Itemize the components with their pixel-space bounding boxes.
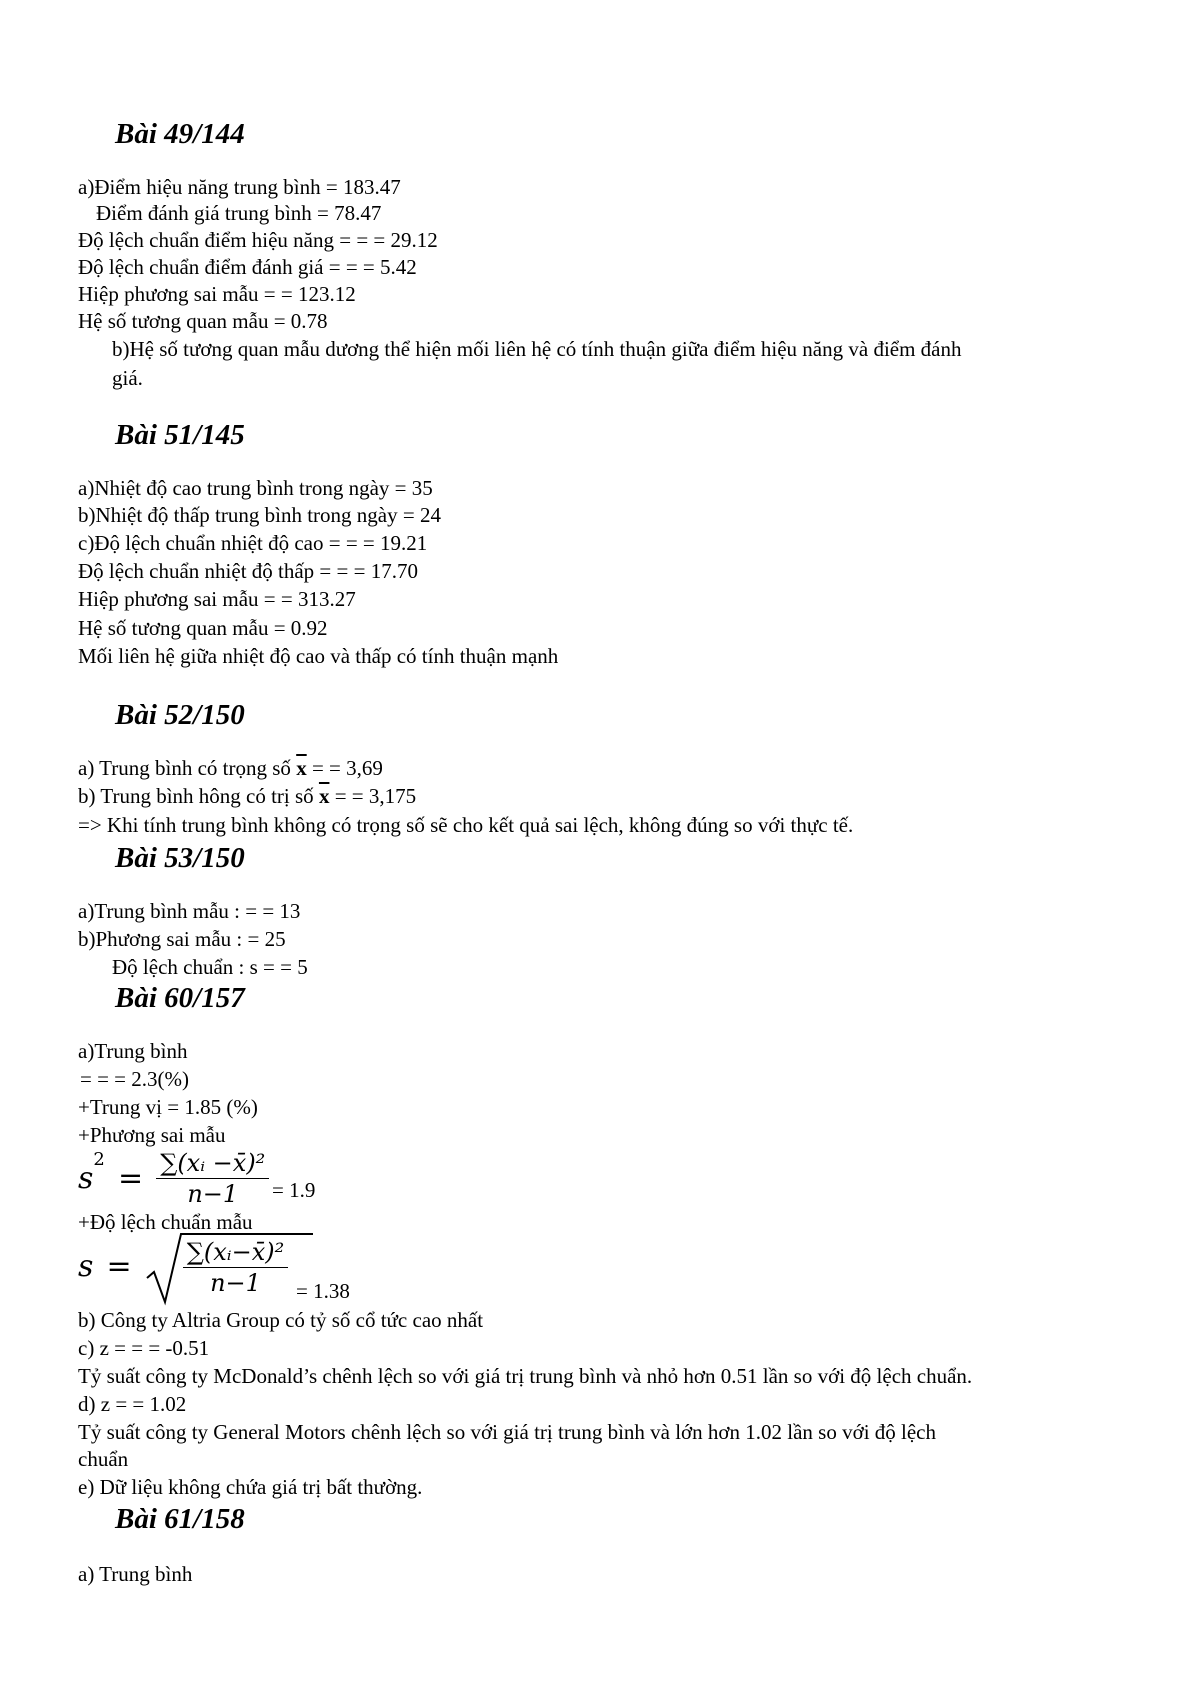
b52-line-1-text: a) Trung bình có trọng số: [78, 756, 297, 780]
b52-line-2-text: b) Trung bình hông có trị số: [78, 784, 319, 808]
b52-line-3: => Khi tính trung bình không có trọng số sẽ cho kết quả sai lệch, không đúng so với thực tế.: [78, 813, 854, 837]
b51-line-5: Hiệp phương sai mẫu = = 313.27: [78, 587, 356, 611]
variance-numerator: ∑(xᵢ −x̄)²: [156, 1149, 269, 1179]
formula-s: s: [78, 1161, 94, 1196]
b49-line-1: a)Điểm hiệu năng trung bình = 183.47: [78, 175, 401, 199]
formula-equals: =: [117, 1161, 144, 1196]
b49-line-5: Hiệp phương sai mẫu = = 123.12: [78, 282, 356, 306]
variance-fraction: [156, 1149, 269, 1208]
variance-formula: [78, 1149, 269, 1208]
b60-line-c-explain: Tỷ suất công ty McDonald’s chênh lệch so với giá trị trung bình và nhỏ hơn 0.51 lần so với độ lệch chuẩn.: [78, 1364, 973, 1388]
x-bar-symbol: $\overline{x}$: [296, 756, 307, 780]
heading-bai-49: Bài 49/144: [115, 118, 245, 150]
variance-result: = 1.9: [272, 1178, 316, 1202]
heading-bai-53: Bài 53/150: [115, 842, 245, 874]
x-bar-symbol: $\overline{x}$: [318, 784, 330, 808]
b52-line-2-value: = = 3,175: [329, 784, 417, 808]
std-denominator: n−1: [210, 1269, 261, 1297]
b52-line-1-value: = = 3,69: [306, 756, 383, 780]
heading-bai-51: Bài 51/145: [115, 419, 245, 451]
b49-line-3: Độ lệch chuẩn điểm hiệu năng = = = 29.12: [78, 228, 438, 252]
b52-line-1: [78, 755, 383, 781]
heading-bai-60: Bài 60/157: [115, 982, 245, 1014]
b60-line-d: d) z = = 1.02: [78, 1392, 187, 1416]
formula-equals: =: [106, 1249, 132, 1284]
b53-line-1: a)Trung bình mẫu : = = 13: [78, 899, 301, 923]
b60-line-2: = = = 2.3(%): [80, 1067, 190, 1091]
b60-line-c: c) z = = = -0.51: [78, 1336, 210, 1360]
b51-line-6: Hệ số tương quan mẫu = 0.92: [78, 616, 328, 640]
variance-denominator: n−1: [187, 1180, 239, 1208]
b49-line-6: Hệ số tương quan mẫu = 0.78: [78, 309, 328, 333]
b60-line-d-explain: Tỷ suất công ty General Motors chênh lệch so với giá trị trung bình và lớn hơn 1.02 lần so với độ lệch: [78, 1420, 937, 1444]
b60-line-3: +Trung vị = 1.85 (%): [78, 1095, 258, 1119]
b51-line-4: Độ lệch chuẩn nhiệt độ thấp = = = 17.70: [78, 559, 418, 583]
b49-line-7: b)Hệ số tương quan mẫu dương thể hiện mối liên hệ có tính thuận giữa điểm hiệu năng và điểm đánh: [112, 337, 962, 361]
std-result: = 1.38: [296, 1279, 350, 1303]
b49-line-2: Điểm đánh giá trung bình = 78.47: [96, 201, 382, 225]
b60-line-std: +Độ lệch chuẩn mẫu: [78, 1210, 253, 1234]
b60-line-1: a)Trung bình: [78, 1039, 188, 1063]
b53-line-3: Độ lệch chuẩn : s = = 5: [112, 955, 308, 979]
formula-s: s: [78, 1249, 94, 1284]
b51-line-7: Mối liên hệ giữa nhiệt độ cao và thấp có tính thuận mạnh: [78, 644, 559, 668]
b51-line-1: a)Nhiệt độ cao trung bình trong ngày = 35: [78, 476, 433, 500]
b60-line-e: e) Dữ liệu không chứa giá trị bất thường.: [78, 1475, 423, 1499]
b53-line-2: b)Phương sai mẫu : = 25: [78, 927, 286, 951]
b49-line-8: giá.: [112, 366, 143, 390]
std-formula: [78, 1236, 288, 1297]
b51-line-3: c)Độ lệch chuẩn nhiệt độ cao = = = 19.21: [78, 531, 428, 555]
b52-line-2: [78, 783, 416, 809]
b49-line-4: Độ lệch chuẩn điểm đánh giá = = = 5.42: [78, 255, 417, 279]
b60-line-4: +Phương sai mẫu: [78, 1123, 226, 1147]
sqrt-radical: [145, 1236, 289, 1297]
b51-line-2: b)Nhiệt độ thấp trung bình trong ngày = 24: [78, 503, 441, 527]
heading-bai-61: Bài 61/158: [115, 1503, 245, 1535]
b60-line-b: b) Công ty Altria Group có tỷ số cổ tức cao nhất: [78, 1308, 484, 1332]
b61-line-1: a) Trung bình: [78, 1562, 193, 1586]
b60-line-d-explain-2: chuẩn: [78, 1447, 129, 1471]
sqrt-sign-icon: [145, 1232, 315, 1308]
formula-exponent: 2: [93, 1149, 105, 1170]
heading-bai-52: Bài 52/150: [115, 699, 245, 731]
std-numerator: ∑(xᵢ−x̄)²: [183, 1238, 289, 1268]
